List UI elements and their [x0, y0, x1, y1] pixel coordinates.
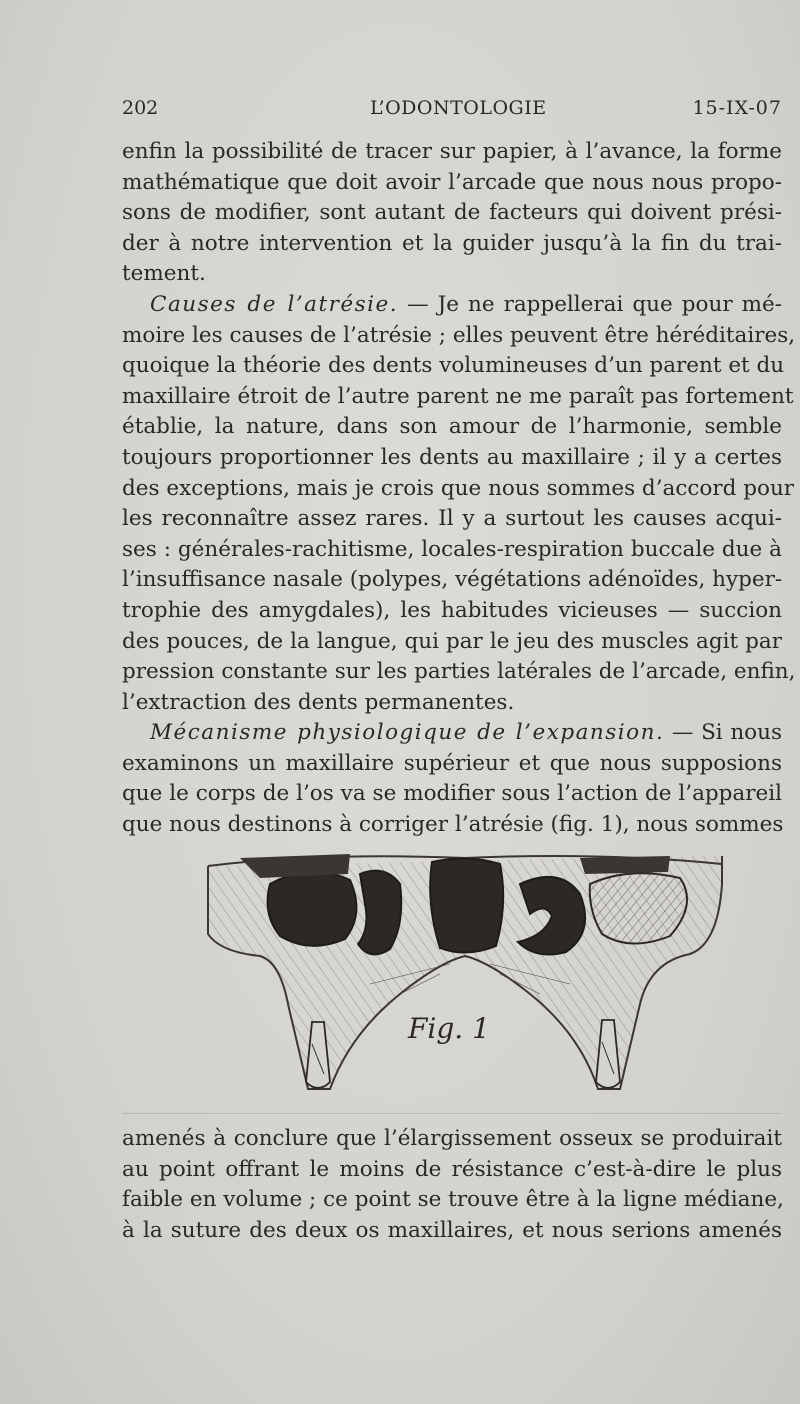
- text-line: établie, la nature, dans son amour de l’harmonie, semble: [122, 414, 782, 440]
- body-text-top: [122, 137, 796, 841]
- text-line: pression constante sur les parties latérales de l’arcade, enfin,: [122, 659, 796, 685]
- text-line: trophie des amygdales), les habitudes vicieuses — succion: [122, 597, 782, 623]
- text-line: que nous destinons à corriger l’atrésie (fig. 1), nous sommes: [122, 812, 784, 838]
- section-heading-line: [122, 290, 782, 321]
- text-line: faible en volume ; ce point se trouve être à la ligne médiane,: [122, 1187, 784, 1213]
- text-fragment: — Si nous: [664, 720, 782, 746]
- divider-rule: [122, 1113, 782, 1114]
- text-line: enfin la possibilité de tracer sur papier, à l’avance, la forme: [122, 139, 782, 164]
- text-fragment: — Je ne rappellerai que pour mé-: [398, 291, 782, 317]
- text-line: maxillaire étroit de l’autre parent ne me paraît pas fortement: [122, 383, 794, 409]
- figure-label: Fig. 1: [408, 1012, 490, 1045]
- text-line: au point offrant le moins de résistance c’est-à-dire le plus: [122, 1156, 782, 1182]
- text-line: moire les causes de l’atrésie ; elles peuvent être héréditaires,: [122, 322, 796, 348]
- central-septum-cavity: [430, 858, 503, 952]
- right-sinus: [590, 873, 687, 943]
- text-line: quoique la théorie des dents volumineuses d’un parent et du: [122, 353, 785, 379]
- body-text-bottom: [122, 1124, 782, 1246]
- top-band-left: [240, 854, 350, 878]
- text-line: l’insuffisance nasale (polypes, végétations adénoïdes, hyper-: [122, 567, 783, 593]
- section-heading-line: [122, 718, 782, 749]
- text-line: à la suture des deux os maxillaires, et nous serions amenés: [122, 1217, 782, 1243]
- left-sinus: [268, 872, 357, 946]
- text-line: les reconnaître assez rares. Il y a surtout les causes acqui-: [122, 506, 782, 532]
- text-line: l’extraction des dents permanentes.: [122, 689, 515, 715]
- page-number: 202: [122, 97, 159, 119]
- running-header: [122, 97, 782, 127]
- text-line: des pouces, de la langue, qui par le jeu des muscles agit par: [122, 628, 782, 654]
- top-band-right: [580, 856, 670, 874]
- figure-maxilla-illustration: [200, 844, 730, 1100]
- text-line: sons de modifier, sont autant de facteurs qui doivent prési-: [122, 200, 782, 226]
- text-line: mathématique que doit avoir l’arcade que nous nous propo-: [122, 169, 782, 195]
- issue-date: 15-IX-07: [692, 97, 782, 119]
- journal-title: L’ODONTOLOGIE: [370, 97, 547, 119]
- text-line: tement.: [122, 261, 206, 287]
- text-line: der à notre intervention et la guider jusqu’à la fin du trai-: [122, 230, 782, 256]
- text-line: toujours proportionner les dents au maxillaire ; il y a certes: [122, 444, 782, 470]
- section-heading-causes: Causes de l’atrésie.: [150, 291, 399, 317]
- text-line: des exceptions, mais je crois que nous sommes d’accord pour: [122, 475, 795, 501]
- section-heading-mecanisme: Mécanisme physiologique de l’expansion.: [150, 720, 665, 746]
- text-line: ses : générales-rachitisme, locales-respiration buccale due à: [122, 536, 782, 562]
- text-line: amenés à conclure que l’élargissement osseux se produirait: [122, 1126, 782, 1151]
- text-line: examinons un maxillaire supérieur et que nous supposions: [122, 750, 782, 776]
- text-line: que le corps de l’os va se modifier sous l’action de l’appareil: [122, 781, 782, 807]
